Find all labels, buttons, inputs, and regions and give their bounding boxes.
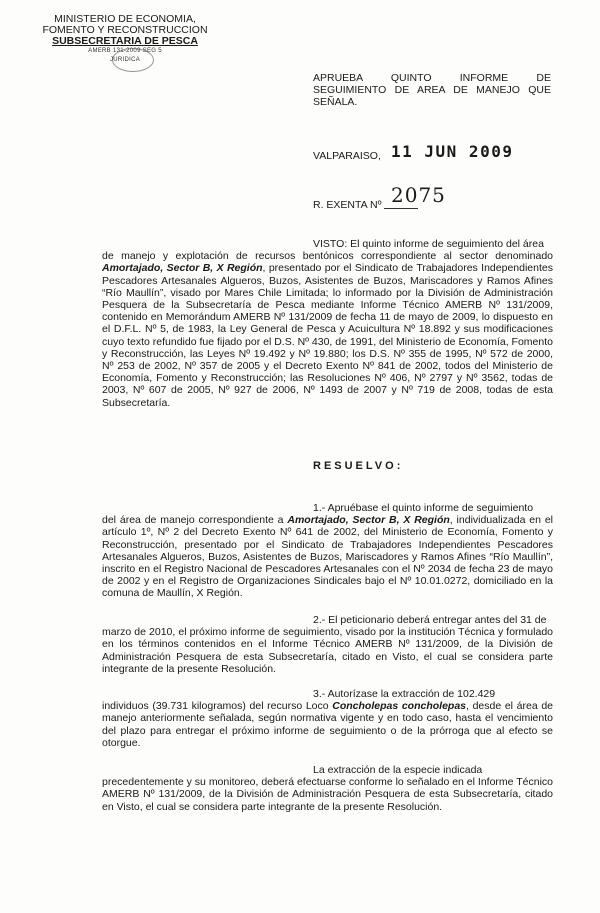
- item-3-first-line: 3.- Autorízase la extracción de 102.429: [313, 688, 496, 700]
- resolution-item-2: [102, 614, 553, 675]
- letterhead-reference: AMERB 131-2009 SEG 5: [88, 48, 162, 54]
- resuelvo-heading: RESUELVO:: [313, 460, 404, 472]
- exenta-underline: [384, 208, 418, 209]
- sector-name: Amortajado, Sector B, X Región: [287, 514, 450, 527]
- summary-line-1: APRUEBA QUINTO INFORME DE: [313, 72, 551, 84]
- item-4-first-line: La extracción de la especie indicada: [313, 764, 483, 776]
- item-3-body: individuos (39.731 kilogramos) del recurso Loco Concholepas concholepas, desde el área de manejo anteriormente señalada, según normativa vigente y en todo caso, hasta el vencimiento del plazo para entregar el próximo informe de seguimiento o de la prórroga que al efecto se otorgue.: [102, 700, 553, 749]
- date-stamp: 11 JUN 2009: [391, 142, 514, 161]
- sector-name: Amortajado, Sector B, X Región: [102, 262, 263, 275]
- visto-first-line: VISTO: El quinto informe de seguimiento del área: [313, 238, 544, 250]
- resolution-item-3: [102, 688, 553, 749]
- letterhead-ministry-2: FOMENTO Y RECONSTRUCCION: [42, 24, 208, 36]
- letterhead-ministry: MINISTERIO DE ECONOMIA,: [54, 13, 196, 25]
- exenta-label: R. EXENTA Nº: [313, 199, 382, 211]
- visto-paragraph: [102, 238, 553, 409]
- letterhead-subsecretaria: SUBSECRETARIA DE PESCA: [52, 35, 198, 47]
- juridica-stamp: [112, 48, 154, 72]
- item-2-body: marzo de 2010, el próximo informe de seguimiento, visado por la institución Técnica y formulado en los términos contenidos en el Informe Técnico AMERB Nº 131/2009, de la División de Administración Pesquera de esta Subsecretaría, citado en Visto, el cual se considera parte integrante de la presente Resolución.: [102, 626, 553, 675]
- resolution-item-4: [102, 764, 553, 813]
- summary-line-2: SEGUIMIENTO DE AREA DE MANEJO QUE: [313, 84, 551, 96]
- place-label: VALPARAISO,: [313, 150, 381, 162]
- summary-line-3: SEÑALA.: [313, 96, 358, 108]
- resolution-item-1: [102, 502, 553, 600]
- exenta-number: 2075: [391, 183, 446, 207]
- item-4-body: precedentemente y su monitoreo, deberá efectuarse conforme lo señalado en el Informe Técnico AMERB Nº 131/2009, de la División de Administración Pesquera de esta Subsecretaría, citado en Visto, el cual se considera parte integrante de la presente Resolución.: [102, 776, 553, 813]
- species-name: Concholepas concholepas: [332, 700, 467, 713]
- juridica-stamp-text: JURIDICA: [109, 57, 141, 63]
- resolution-summary: [313, 72, 551, 96]
- item-1-first-line: 1.- Apruébase el quinto informe de seguimiento: [313, 502, 534, 514]
- visto-body: de manejo y explotación de recursos bentónicos correspondiente al sector denominado Amortajado, Sector B, X Región, presentado por el Sindicato de Trabajadores Independientes Pescadores Artesanales Algueros, Buzos, Asistentes de Buzos, Mariscadores y Ramos Afines “Río Maullín”, visado por Mares Chile Limitada; lo informado por la División de Administración Pesquera de la Subsecretaría de Pesca mediante Informe Técnico AMERB Nº 131/2009, contenido en Memorándum AMERB Nº 131/2009 de fecha 11 de mayo de 2009, lo dispuesto en el D.F.L. Nº 5, de 1983, la Ley General de Pesca y Acuicultura Nº 18.892 y sus modificaciones cuyo texto refundido fue fijado por el D.S. Nº 430, de 1991, del Ministerio de Economía, Fomento y Reconstrucción, las Leyes Nº 19.492 y Nº 19.880; los D.S. Nº 355 de 1995, Nº 572 de 2000, Nº 253 de 2002, Nº 357 de 2005 y el Decreto Exento Nº 841 de 2002, todos del Ministerio de Economía, Fomento y Reconstrucción; las Resoluciones Nº 406, Nº 2797 y Nº 3562, todas de 2003, Nº 607 de 2005, Nº 927 de 2006, Nº 1493 de 2007 y Nº 719 de 2008, todas de esta Subsecretaría.: [102, 250, 553, 409]
- item-1-body: del área de manejo correspondiente a Amortajado, Sector B, X Región, individualizada en el artículo 1º, Nº 2 del Decreto Exento Nº 641 de 2002, del Ministerio de Economía, Fomento y Reconstrucción, presentado por el Sindicato de Trabajadores Independientes Pescadores Artesanales Algueros, Buzos, Asistentes de Buzos, Mariscadores y Ramos Afines “Río Maullín”, inscrito en el Registro Nacional de Pescadores Artesanales con el Nº 2034 de fecha 23 de mayo de 2002 y en el Registro de Organizaciones Sindicales bajo el Nº 10.01.0272, domiciliado en la comuna de Maullín, X Región.: [102, 514, 553, 600]
- item-2-first-line: 2.- El peticionario deberá entregar antes del 31 de: [313, 614, 547, 626]
